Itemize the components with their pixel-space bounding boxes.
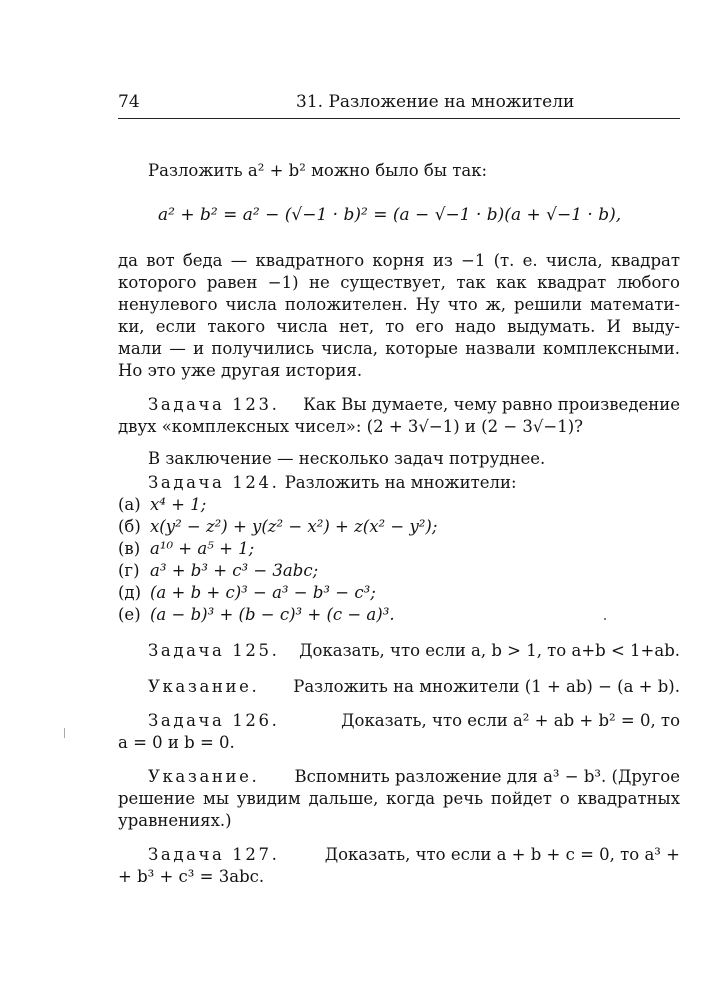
problem-126-text: Доказать, что если a² + ab + b² = 0, то [341, 711, 680, 730]
paragraph-line: да вот беда — квадратного корня из −1 (т. е. числа, квадрат [118, 251, 680, 270]
hint-126-line1 [148, 766, 680, 788]
display-formula: a² + b² = a² − (√−1 · b)² = (a − √−1 · b)(a + √−1 · b), [158, 205, 622, 225]
problem-124-label: Задача 124. [148, 473, 280, 492]
list-item [118, 494, 206, 516]
hint-125-line [148, 676, 680, 698]
item-expression: a¹⁰ + a⁵ + 1; [150, 539, 255, 558]
problem-127-text: Доказать, что если a + b + c = 0, то a³ + [324, 845, 680, 864]
problem-127-line1 [148, 844, 680, 866]
running-header [118, 92, 678, 116]
problem-123-label: Задача 123. [148, 395, 280, 414]
list-item [118, 604, 395, 626]
conclusion-line: В заключение — несколько задач потруднее. [148, 449, 546, 468]
problem-124-heading [148, 472, 680, 494]
item-label: (г) [118, 561, 140, 580]
print-speck [604, 618, 606, 620]
paragraph-line: ки, если такого числа нет, то его надо выдумать. И выду- [118, 317, 680, 336]
problem-127-line2: + b³ + c³ = 3abc. [118, 867, 265, 886]
margin-mark [64, 728, 65, 738]
hint-126-line2: решение мы увидим дальше, когда речь пойдет о квадратных [118, 789, 680, 808]
problem-125-text: Доказать, что если a, b > 1, то a+b < 1+ab. [299, 641, 680, 660]
problem-125-label: Задача 125. [148, 641, 280, 660]
problem-124-text: Разложить на множители: [284, 473, 517, 492]
list-item [118, 582, 376, 604]
hint-125-text: Разложить на множители (1 + ab) − (a + b). [293, 677, 680, 696]
paragraph-line: Но это уже другая история. [118, 361, 363, 380]
problem-123-text: Как Вы думаете, чему равно произведение [303, 395, 680, 414]
hint-126-line3: уравнениях.) [118, 811, 232, 830]
item-label: (б) [118, 517, 141, 536]
item-label: (в) [118, 539, 141, 558]
item-expression: x(y² − z²) + y(z² − x²) + z(x² − y²); [150, 517, 438, 536]
item-expression: x⁴ + 1; [150, 495, 207, 514]
hint-125-label: Указание. [148, 677, 260, 696]
item-label: (е) [118, 605, 141, 624]
paragraph-line: ненулевого числа положителен. Ну что ж, решили математи- [118, 295, 680, 314]
hint-126-label: Указание. [148, 767, 260, 786]
intro-line: Разложить a² + b² можно было бы так: [148, 161, 488, 180]
list-item [118, 538, 254, 560]
problem-123-line1 [148, 394, 680, 416]
item-expression: (a − b)³ + (b − c)³ + (c − a)³. [150, 605, 395, 624]
problem-123-line2: двух «комплексных чисел»: (2 + 3√−1) и (2 − 3√−1)? [118, 417, 584, 436]
item-label: (д) [118, 583, 142, 602]
problem-126-line1 [148, 710, 680, 732]
problem-126-line2: a = 0 и b = 0. [118, 733, 235, 752]
page-number: 74 [118, 92, 140, 112]
list-item [118, 560, 318, 582]
problem-125-line [148, 640, 680, 662]
section-title: 31. Разложение на множители [296, 92, 575, 112]
problem-126-label: Задача 126. [148, 711, 280, 730]
item-label: (а) [118, 495, 141, 514]
header-rule [118, 118, 680, 119]
paragraph-line: которого равен −1) не существует, так как квадрат любого [118, 273, 680, 292]
problem-127-label: Задача 127. [148, 845, 280, 864]
list-item [118, 516, 437, 538]
hint-126-text: Вспомнить разложение для a³ − b³. (Другое [294, 767, 680, 786]
item-expression: a³ + b³ + c³ − 3abc; [150, 561, 319, 580]
item-expression: (a + b + c)³ − a³ − b³ − c³; [150, 583, 376, 602]
paragraph-line: мали — и получились числа, которые назвали комплексными. [118, 339, 680, 358]
